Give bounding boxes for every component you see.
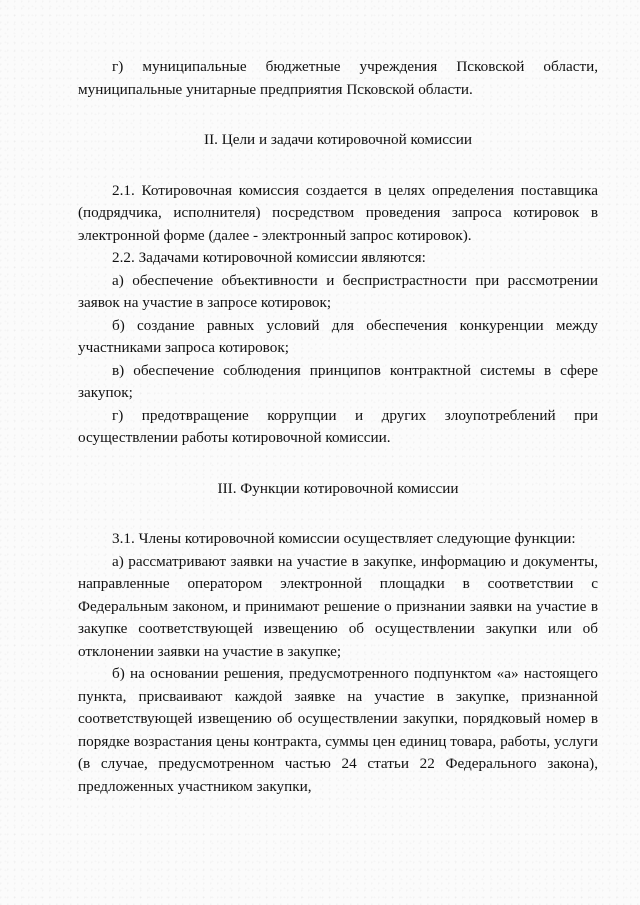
paragraph-3-1-a: а) рассматривают заявки на участие в закупке, информацию и документы, направленные оператором электронной площадки в соответствии с Федеральным законом, и принимают решение о признании заявки на участие в закупке соответствующей извещению об осуществлении закупки или об отклонении заявки на участие в закупке; (78, 552, 598, 660)
paragraph-2-2-b: б) создание равных условий для обеспечения конкуренции между участниками запроса котировок; (78, 316, 598, 356)
paragraph-2-2-v: в) обеспечение соблюдения принципов контрактной системы в сфере закупок; (78, 361, 598, 401)
paragraph-2-2-a: а) обеспечение объективности и беспристрастности при рассмотрении заявок на участие в запросе котировок; (78, 271, 598, 311)
paragraph-3-1-b: б) на основании решения, предусмотренного подпунктом «а» настоящего пункта, присваивают каждой заявке на участие в закупке, признанной соответствующей извещению об осуществлении закупки, порядковый номер в порядке возрастания цены контракта, суммы цен единиц товара, работы, услуги (в случае, предусмотренном частью 24 статьи 22 Федерального закона), предложенных участником закупки, (78, 665, 598, 795)
document-body (78, 56, 598, 798)
paragraph-g-institutions: г) муниципальные бюджетные учреждения Псковской области, муниципальные унитарные предприятия Псковской области. (78, 58, 598, 98)
paragraph-3-1: 3.1. Члены котировочной комиссии осуществляет следующие функции: (112, 530, 576, 547)
paragraph-2-2-g: г) предотвращение коррупции и других злоупотреблений при осуществлении работы котировочной комиссии. (78, 406, 598, 446)
section-heading-functions: III. Функции котировочной комиссии (217, 479, 459, 497)
paragraph-2-2: 2.2. Задачами котировочной комиссии являются: (112, 249, 426, 266)
paragraph-2-1: 2.1. Котировочная комиссия создается в целях определения поставщика (подрядчика, исполнителя) посредством проведения запроса котировок в электронной форме (далее - электронный запрос котировок). (78, 181, 598, 244)
section-heading-goals: II. Цели и задачи котировочной комиссии (204, 131, 472, 148)
